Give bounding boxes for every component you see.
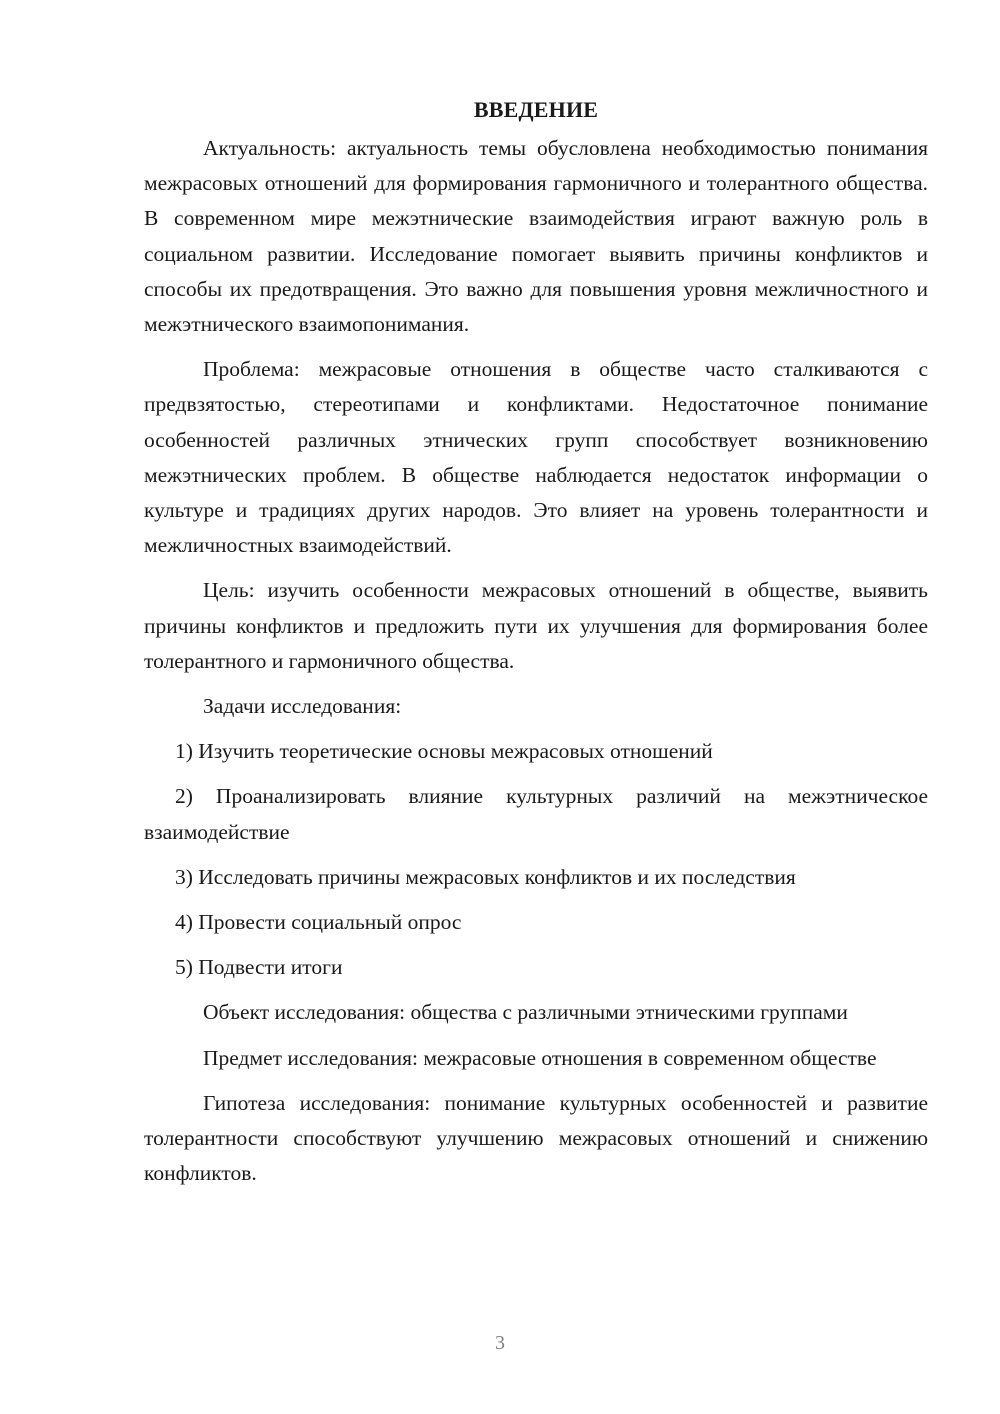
object-paragraph: Объект исследования: общества с различными этническими группами <box>203 1000 848 1025</box>
document-page <box>144 92 928 1201</box>
hypothesis-paragraph: Гипотеза исследования: понимание культурных особенностей и развитие толерантности способствуют улучшению межрасовых отношений и снижению конфликтов. <box>144 1090 928 1186</box>
task-item-1: 1) Изучить теоретические основы межрасовых отношений <box>175 739 713 764</box>
task-item-4: 4) Провести социальный опрос <box>175 910 462 935</box>
tasks-heading: Задачи исследования: <box>203 694 402 719</box>
goal-paragraph: Цель: изучить особенности межрасовых отношений в обществе, выявить причины конфликтов и предложить пути их улучшения для формирования более толерантного и гармоничного общества. <box>144 578 928 673</box>
relevance-paragraph: Актуальность: актуальность темы обусловлена необходимостью понимания межрасовых отношений для формирования гармоничного и толерантного общества. В современном мире межэтнические взаимодействия играют важную роль в социальном развитии. Исследование помогает выявить причины конфликтов и способы их предотвращения. Это важно для повышения уровня межличностного и межэтнического взаимопонимания. <box>144 136 928 337</box>
section-title: ВВЕДЕНИЕ <box>473 97 599 122</box>
problem-paragraph: Проблема: межрасовые отношения в обществе часто сталкиваются с предвзятостью, стереотипами и конфликтами. Недостаточное понимание особенностей различных этнических групп способствует возникновению межэтнических проблем. В обществе наблюдается недостаток информации о культуре и традициях других народов. Это влияет на уровень толерантности и межличностных взаимодействий. <box>144 357 928 558</box>
page-number: 3 <box>495 1332 505 1354</box>
task-item-5: 5) Подвести итоги <box>175 955 343 980</box>
task-item-2: 2) Проанализировать влияние культурных различий на межэтническое взаимодействие <box>144 784 928 844</box>
task-item-3: 3) Исследовать причины межрасовых конфликтов и их последствия <box>175 864 796 889</box>
subject-paragraph: Предмет исследования: межрасовые отношения в современном обществе <box>203 1045 877 1070</box>
